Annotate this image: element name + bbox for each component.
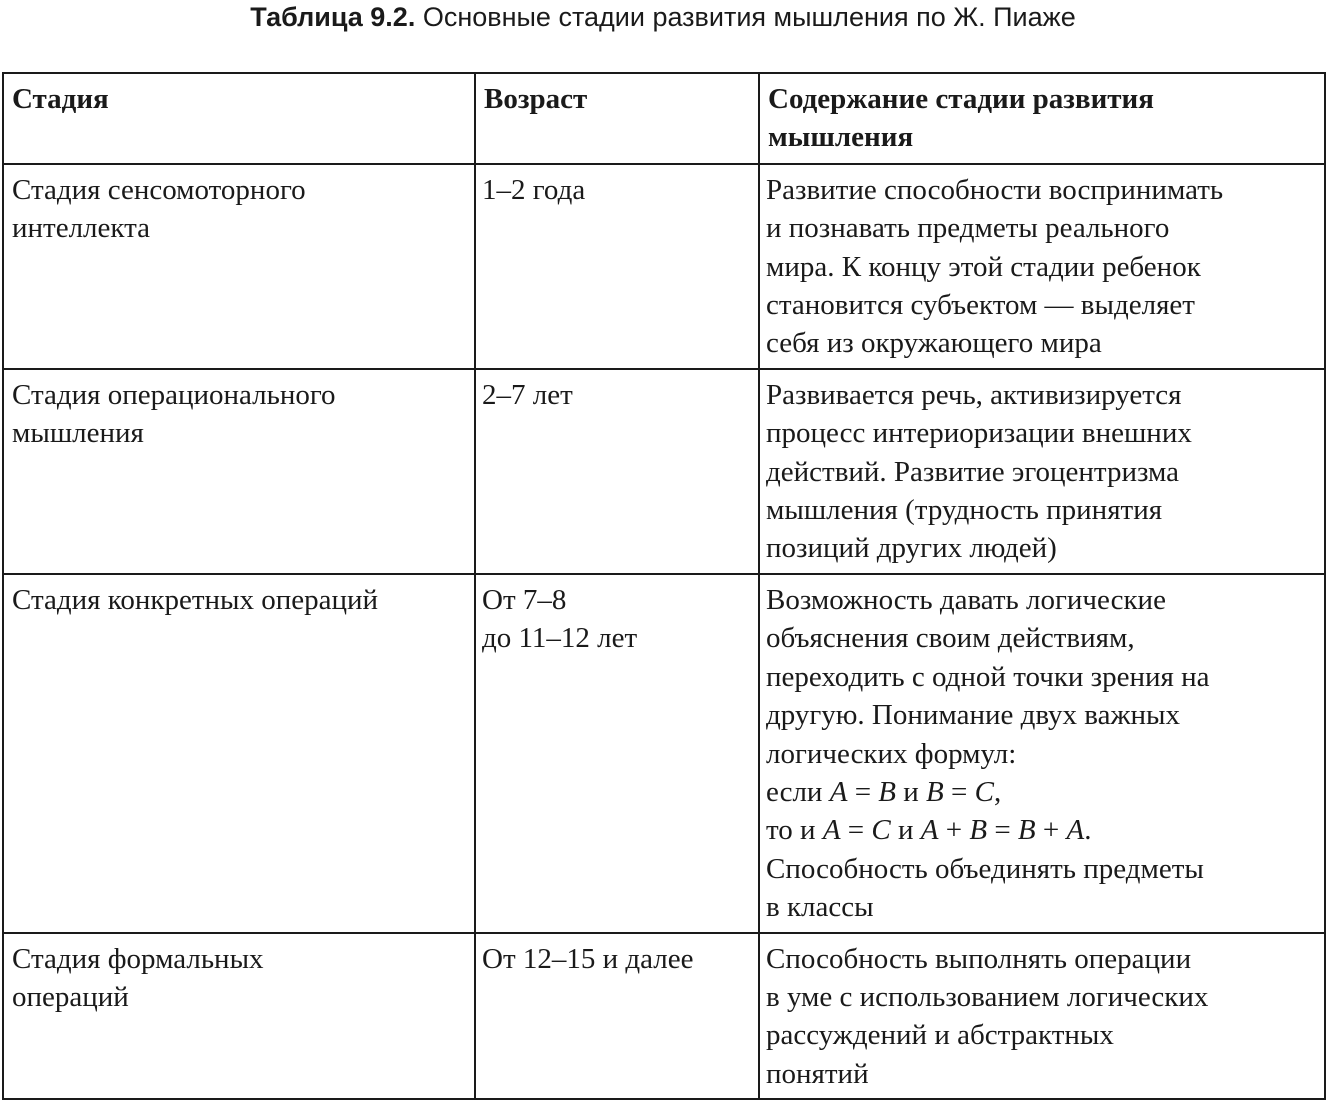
header-content: Содержание стадии развития мышления bbox=[759, 73, 1325, 164]
content-cell: Возможность давать логические объяснения своим действиям, переходить с одной точки зрения на другую. Понимание двух важных логических формул: если A = B и B = C, то и A = C и A + B = B + A. Способность объединять предметы в классы bbox=[759, 574, 1325, 933]
content-cell: Способность выполнять операции в уме с использованием логических рассуждений и абстрактных понятий bbox=[759, 933, 1325, 1100]
formula-line-2: то и A = C и A + B = B + A. bbox=[766, 814, 1092, 847]
table-header-row bbox=[3, 73, 1325, 164]
table-row bbox=[3, 164, 1325, 369]
table-row bbox=[3, 574, 1325, 933]
table-row bbox=[3, 369, 1325, 574]
table-row bbox=[3, 933, 1325, 1100]
header-stage: Стадия bbox=[3, 73, 475, 164]
content-cell: Развивается речь, активизируется процесс интериоризации внешних действий. Развитие эгоцентризма мышления (трудность принятия позиций других людей) bbox=[759, 369, 1325, 574]
table-caption bbox=[0, 0, 1326, 36]
header-age: Возраст bbox=[475, 73, 759, 164]
stage-cell: Стадия операционального мышления bbox=[3, 369, 475, 574]
age-cell: 2–7 лет bbox=[475, 369, 759, 574]
stage-cell: Стадия сенсомоторного интеллекта bbox=[3, 164, 475, 369]
stage-cell: Стадия формальных операций bbox=[3, 933, 475, 1100]
age-cell: От 7–8 до 11–12 лет bbox=[475, 574, 759, 933]
age-cell: От 12–15 и далее bbox=[475, 933, 759, 1100]
caption-label: Таблица 9.2. bbox=[250, 2, 416, 32]
content-cell: Развитие способности воспринимать и познавать предметы реального мира. К концу этой стадии ребенок становится субъектом — выделяет себя из окружающего мира bbox=[759, 164, 1325, 369]
age-cell: 1–2 года bbox=[475, 164, 759, 369]
piaget-stages-table bbox=[2, 72, 1326, 1100]
formula-line-1: если A = B и B = C, bbox=[766, 775, 1002, 808]
stage-cell: Стадия конкретных операций bbox=[3, 574, 475, 933]
caption-text: Основные стадии развития мышления по Ж. Пиаже bbox=[422, 2, 1076, 32]
